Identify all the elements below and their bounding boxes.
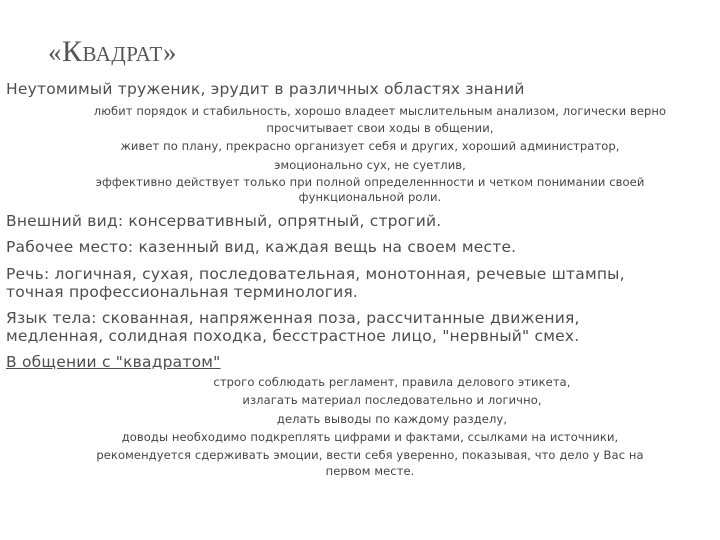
title-capital: К bbox=[62, 35, 83, 68]
communication-line: первом месте. bbox=[325, 464, 415, 478]
body-language-line-2: медленная, солидная походка, бесстрастное лицо, "нервный" смех. bbox=[6, 327, 580, 345]
trait-line: эмоционально сух, не суетлив, bbox=[274, 158, 466, 172]
workplace-line: Рабочее место: казенный вид, каждая вещь на своем месте. bbox=[6, 238, 517, 256]
communication-line: рекомендуется сдерживать эмоции, вести себя уверенно, показывая, что дело у Вас на bbox=[96, 448, 644, 462]
trait-line: функциональной роли. bbox=[298, 190, 442, 204]
communication-line: излагать материал последовательно и логично, bbox=[242, 393, 542, 407]
lead-statement: Неутомимый труженик, эрудит в различных областях знаний bbox=[6, 80, 525, 98]
trait-line: просчитывает свои ходы в общении, bbox=[266, 121, 494, 135]
trait-line: эффективно действует только при полной определеннности и четком понимании своей bbox=[95, 175, 645, 189]
title-close-quote: » bbox=[162, 37, 177, 67]
trait-line: любит порядок и стабильность, хорошо владеет мыслительным анализом, логически верно bbox=[93, 104, 667, 118]
appearance-line: Внешний вид: консервативный, опрятный, строгий. bbox=[6, 212, 442, 230]
communication-line: строго соблюдать регламент, правила делового этикета, bbox=[213, 375, 571, 389]
trait-line: живет по плану, прекрасно организует себя и других, хороший администратор, bbox=[120, 139, 620, 153]
speech-line-1: Речь: логичная, сухая, последовательная, монотонная, речевые штампы, bbox=[6, 265, 625, 283]
title-rest: ВАДРАТ bbox=[82, 42, 163, 66]
title-open-quote: « bbox=[48, 37, 62, 67]
communication-line: доводы необходимо подкреплять цифрами и фактами, ссылками на источники, bbox=[121, 430, 619, 444]
slide-title bbox=[48, 35, 177, 69]
speech-line-2: точная профессиональная терминология. bbox=[6, 283, 359, 301]
body-language-line-1: Язык тела: скованная, напряженная поза, рассчитанные движения, bbox=[6, 309, 580, 327]
communication-line: делать выводы по каждому разделу, bbox=[276, 412, 508, 426]
communication-heading: В общении с "квадратом" bbox=[6, 353, 221, 371]
